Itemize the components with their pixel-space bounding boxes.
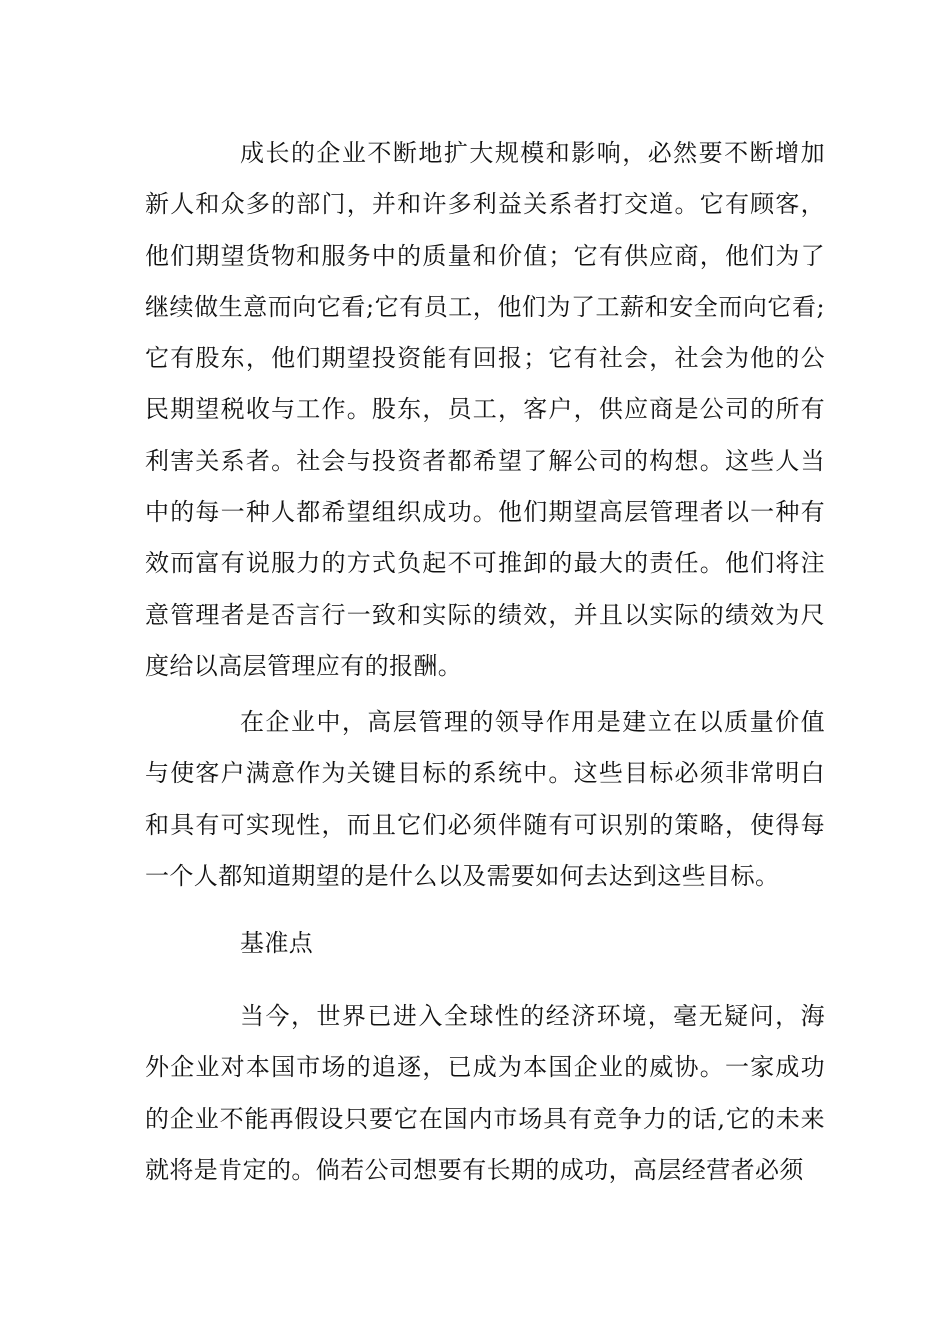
paragraph-global-economy: 当今，世界已进入全球性的经济环境，毫无疑问，海外企业对本国市场的追逐，已成为本国企业的威协。一家成功的企业不能再假设只要它在国内市场具有竞争力的话,它的未来就将是肯定的。倘若公司想要有长期的成功，高层经营者必须	[145, 1002, 825, 1184]
paragraph-stakeholders: 成长的企业不断地扩大规模和影响，必然要不断增加新人和众多的部门，并和许多利益关系者打交道。它有顾客，他们期望货物和服务中的质量和价值；它有供应商，他们为了继续做生意而向它看;它有员工，他们为了工薪和安全而向它看;它有股东，他们期望投资能有回报；它有社会，社会为他的公民期望税收与工作。股东，员工，客户，供应商是公司的所有利害关系者。社会与投资者都希望了解公司的构想。这些人当中的每一种人都希望组织成功。他们期望高层管理者以一种有效而富有说服力的方式负起不可推卸的最大的责任。他们将注意管理者是否言行一致和实际的绩效，并且以实际的绩效为尺度给以高层管理应有的报酬。	[145, 139, 825, 680]
paragraph-leadership: 在企业中，高层管理的领导作用是建立在以质量价值与使客户满意作为关键目标的系统中。这些目标必须非常明白和具有可实现性，而且它们必须伴随有可识别的策略，使得每一个人都知道期望的是什么以及需要如何去达到这些目标。	[145, 708, 825, 890]
section-heading-benchmark: 基准点	[240, 929, 314, 957]
